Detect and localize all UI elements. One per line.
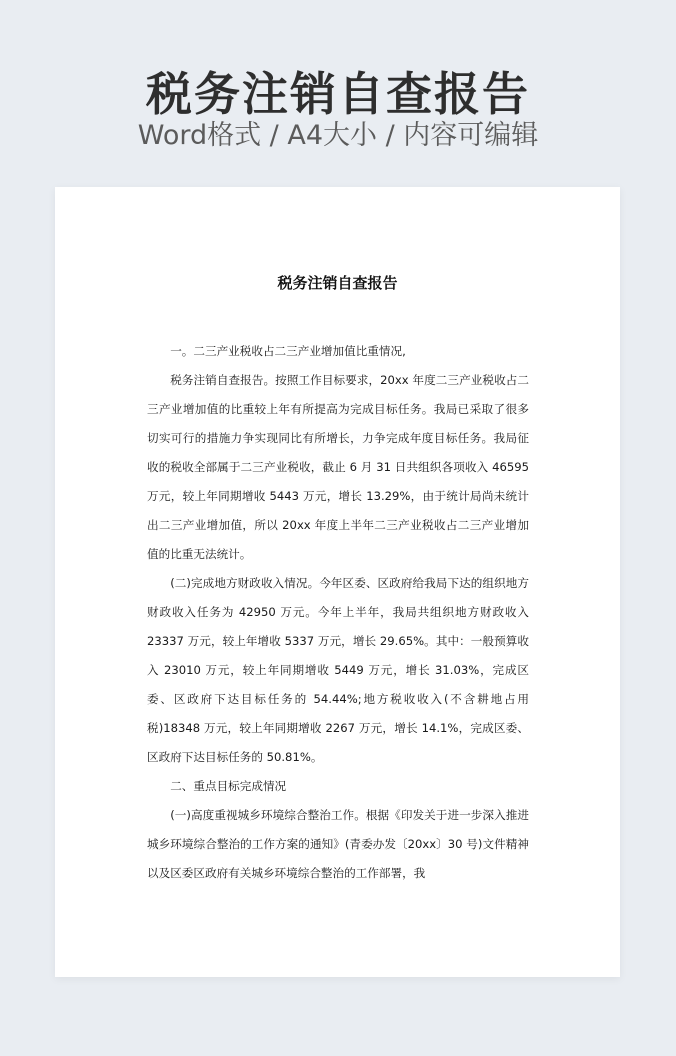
banner-title: 税务注销自查报告 <box>146 67 530 121</box>
paragraph-section-1-heading: 一。二三产业税收占二三产业增加值比重情况, <box>170 344 406 358</box>
paragraph-environment: (一)高度重视城乡环境综合整治工作。根据《印发关于进一步深入推进城乡环境综合整治的工作方案的通知》(青委办发〔20xx〕30 号)文件精神以及区委区政府有关城乡环境综合整治的工作部署，我 <box>147 808 529 880</box>
paragraph-fiscal-revenue: (二)完成地方财政收入情况。今年区委、区政府给我局下达的组织地方财政收入任务为 42950 万元。今年上半年，我局共组织地方财政收入 23337 万元，较上年增收 5337 万元，增长 29.65%。其中：一般预算收入 23010 万元，较上年同期增收 5449 万元，增长 31.03%，完成区委、区政府下达目标任务的 54.44%;地方税收收入(不含耕地占用税)18348 万元，较上年同期增收 2267 万元，增长 14.1%，完成区委、区政府下达目标任务的 50.81%。 <box>147 576 529 764</box>
document-title: 税务注销自查报告 <box>277 274 398 292</box>
paragraph-section-2-heading: 二、重点目标完成情况 <box>170 779 287 793</box>
document-page <box>55 187 620 977</box>
paragraph-tax-ratio: 税务注销自查报告。按照工作目标要求，20xx 年度二三产业税收占二三产业增加值的比重较上年有所提高为完成目标任务。我局已采取了很多切实可行的措施力争实现同比有所增长，力争完成年度目标任务。我局征收的税收全部属于二三产业税收，截止 6 月 31 日共组织各项收入 46595 万元，较上年同期增收 5443 万元，增长 13.29%，由于统计局尚未统计出二三产业增加值，所以 20xx 年度上半年二三产业税收占二三产业增加值的比重无法统计。 <box>147 373 529 561</box>
document-body <box>147 337 529 888</box>
banner-subtitle: Word格式 / A4大小 / 内容可编辑 <box>137 120 539 151</box>
